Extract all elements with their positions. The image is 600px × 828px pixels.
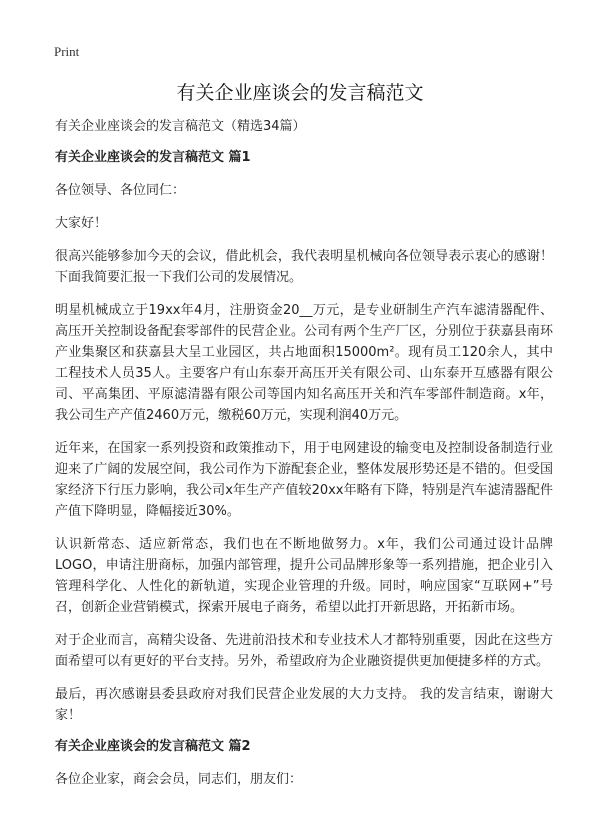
greeting: 大家好！: [55, 216, 108, 231]
paragraph-closing: 最后，再次感谢县委县政府对我们民营企业发展的大力支持。 我的发言结束，谢谢大家！: [55, 687, 553, 723]
document-subtitle: 有关企业座谈会的发言稿范文（精选34篇）: [55, 119, 306, 134]
paragraph-industry-status: 近年来，在国家一系列投资和政策推动下，用于电网建设的输变电及控制设备制造行业迎来了广阔的发展空间，我公司作为下游配套企业，整体发展形势还是不错的。但受国家经济下行压力影响，我公司x年生产产值较20xx年略有下降，特别是汽车滤清器配件产值下降明显，降幅接近30%。: [55, 441, 553, 519]
paragraph-intro: 很高兴能够参加今天的会议，借此机会，我代表明星机械向各位领导表示衷心的感谢！下面我简要汇报一下我们公司的发展情况。: [55, 249, 553, 285]
section-heading-1: 有关企业座谈会的发言稿范文 篇1: [55, 150, 251, 165]
section-heading-2: 有关企业座谈会的发言稿范文 篇2: [55, 739, 251, 754]
paragraph-company-profile: 明星机械成立于19xx年4月，注册资金20__万元，是专业研制生产汽车滤清器配件、高压开关控制设备配套零部件的民营企业。公司有两个生产厂区，分别位于获嘉县南环产业集聚区和获嘉县大呈工业园区，共占地面积15000m²。现有员工120余人，其中工程技术人员35人。主要客户有山东泰开高压开关有限公司、山东泰开互感器有限公司、平高集团、平原滤清器有限公司等国内知名高压开关和汽车零部件制造商。x年，我公司生产产值2460万元，缴税60万元，实现利润40万元。: [55, 303, 553, 423]
paragraph-needs: 对于企业而言，高精尖设备、先进前沿技术和专业技术人才都特别重要，因此在这些方面希望可以有更好的平台支持。另外，希望政府为企业融资提供更加便捷多样的方式。: [55, 633, 553, 669]
salutation-2: 各位企业家，商会会员，同志们，朋友们：: [55, 772, 303, 787]
print-link[interactable]: Print: [54, 44, 80, 59]
document-body: [55, 118, 553, 802]
salutation: 各位领导、各位同仁：: [55, 183, 186, 198]
document-title: 有关企业座谈会的发言稿范文: [176, 82, 424, 104]
paragraph-new-normal: 认识新常态、适应新常态，我们也在不断地做努力。x年，我们公司通过设计品牌LOGO，申请注册商标，加强内部管理，提升公司品牌形象等一系列措施，把企业引入管理科学化、人性化的新轨道，实现企业管理的升级。同时，响应国家“互联网+”号召，创新企业营销模式，探索开展电子商务，希望以此打开新思路，开拓新市场。: [55, 537, 553, 615]
